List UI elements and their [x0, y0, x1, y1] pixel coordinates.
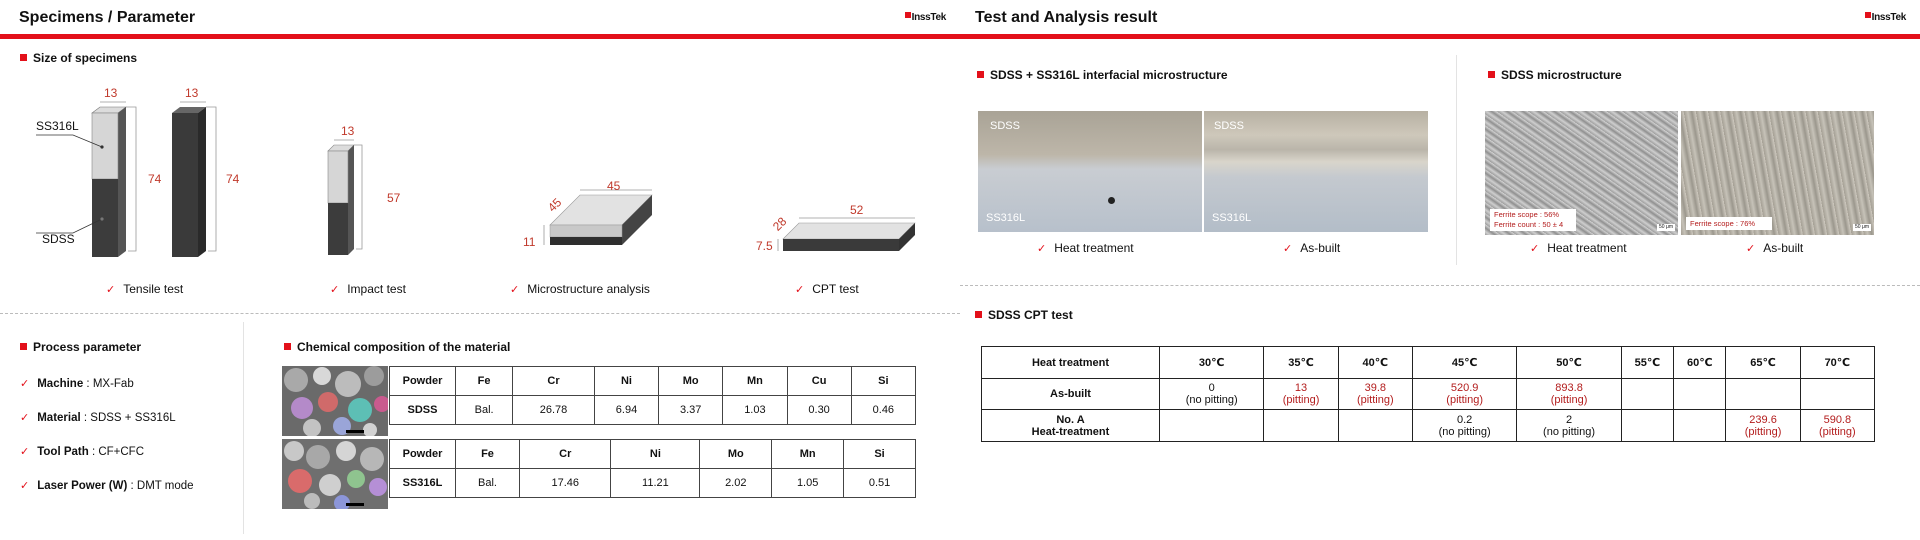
chem-cell: 11.21 [611, 469, 700, 498]
section-size-of-specimens: Size of specimens [20, 51, 137, 65]
label-sdss: SDSS [42, 232, 75, 246]
chem-cell: 26.78 [513, 396, 595, 425]
chem-header-cell: Ni [611, 440, 700, 469]
process-material: ✓ Material : SDSS + SS316L [20, 412, 176, 424]
cpt-cell [1726, 379, 1800, 410]
cpt-cell [1674, 379, 1726, 410]
cpt-header-cell: Heat treatment [982, 347, 1160, 379]
chem-cell: 17.46 [520, 469, 611, 498]
section-process-parameter: Process parameter [20, 340, 141, 354]
caption-heat-treatment: ✓ Heat treatment [1530, 241, 1627, 255]
cpt-row-no-a [982, 410, 1875, 442]
cpt-cell: 39.8 (pitting) [1338, 379, 1412, 410]
chem-cell: Bal. [456, 469, 520, 498]
chem-header-cell: Si [851, 367, 915, 396]
header-red-bar [960, 34, 1920, 39]
chem-table-sdss [389, 366, 916, 425]
chem-header-cell: Powder [390, 440, 456, 469]
slide-title: Specimens / Parameter [19, 9, 196, 26]
chem-header-cell: Powder [390, 367, 456, 396]
cpt-row-label: As-built [982, 379, 1160, 410]
slide-title: Test and Analysis result [975, 9, 1158, 26]
slide-test-results [960, 0, 1920, 540]
chem-cell: 0.51 [844, 469, 916, 498]
chem-header-cell: Cr [520, 440, 611, 469]
chem-cell: SS316L [390, 469, 456, 498]
ss316l-powder-image [282, 439, 388, 509]
micro-depth: 45 [545, 195, 565, 215]
impact-width: 13 [341, 124, 355, 138]
tensile-height-1: 74 [148, 172, 162, 186]
image-label-sdss: SDSS [990, 120, 1020, 132]
cpt-header-cell: 35℃ [1264, 347, 1338, 379]
sdss-image-heat-treatment [1485, 111, 1678, 235]
chem-header-cell: Fe [456, 367, 513, 396]
chem-header-cell: Ni [594, 367, 658, 396]
insstek-logo: InssTek [1865, 12, 1906, 23]
process-machine: ✓ Machine : MX-Fab [20, 378, 134, 390]
cpt-cell: 0.2 (no pitting) [1412, 410, 1516, 442]
insstek-logo: InssTek [905, 12, 946, 23]
cpt-header-cell: 65℃ [1726, 347, 1800, 379]
cpt-row-label: No. A Heat-treatment [982, 410, 1160, 442]
slide-header [960, 0, 1920, 40]
micro-height: 11 [523, 235, 536, 249]
chem-cell: 0.46 [851, 396, 915, 425]
cpt-depth: 28 [770, 214, 790, 234]
chem-table-ss316l [389, 439, 916, 498]
chem-cell: 1.03 [723, 396, 787, 425]
pore-mark [1108, 197, 1115, 204]
caption-microstructure: ✓ Microstructure analysis [510, 282, 650, 296]
section-sdss-microstructure: SDSS microstructure [1488, 68, 1622, 82]
cpt-cell: 2 (no pitting) [1517, 410, 1621, 442]
chem-header-cell: Cr [513, 367, 595, 396]
slide-header [0, 0, 960, 40]
chem-cell: 2.02 [700, 469, 772, 498]
scale-bar: 50 μm [1659, 224, 1673, 230]
chem-cell: 1.05 [772, 469, 844, 498]
caption-as-built: ✓ As-built [1283, 241, 1341, 255]
chem-header-cell: Mo [659, 367, 723, 396]
sdss-powder-image [282, 366, 388, 436]
chem-cell: 0.30 [787, 396, 851, 425]
process-laser-power: ✓ Laser Power (W) : DMT mode [20, 480, 194, 492]
impact-specimen-drawing [320, 135, 380, 260]
ferrite-scope-text: Ferrite scope : 56% [1494, 210, 1560, 219]
section-chemical-composition: Chemical composition of the material [284, 340, 510, 354]
cpt-table [981, 346, 1875, 442]
label-ss316l: SS316L [36, 119, 79, 133]
cpt-cell: 520.9 (pitting) [1412, 379, 1516, 410]
cpt-cell: 590.8 (pitting) [1800, 410, 1874, 442]
cpt-cell [1160, 410, 1264, 442]
cpt-header-cell: 45℃ [1412, 347, 1516, 379]
microstructure-specimen-drawing [540, 185, 660, 260]
cpt-cell [1621, 379, 1673, 410]
chem-header-cell: Si [844, 440, 916, 469]
cpt-header-cell: 70℃ [1800, 347, 1874, 379]
caption-cpt: ✓ CPT test [795, 282, 859, 296]
cpt-cell [1338, 410, 1412, 442]
image-label-sdss: SDSS [1214, 120, 1244, 132]
chem-header-cell: Fe [456, 440, 520, 469]
divider-vertical [243, 322, 244, 534]
caption-impact: ✓ Impact test [330, 282, 406, 296]
cpt-cell [1621, 410, 1673, 442]
sdss-image-as-built [1681, 111, 1874, 235]
cpt-row-as-built [982, 379, 1875, 410]
scale-bar: 50 μm [1855, 224, 1869, 230]
cpt-cell: 893.8 (pitting) [1517, 379, 1621, 410]
tensile-height-2: 74 [226, 172, 240, 186]
cpt-cell [1800, 379, 1874, 410]
cpt-specimen-drawing [775, 215, 920, 260]
tensile-width-1: 13 [104, 86, 118, 100]
chem-header-cell: Cu [787, 367, 851, 396]
cpt-header-cell: 30℃ [1160, 347, 1264, 379]
header-red-bar [0, 34, 960, 39]
cpt-cell: 0 (no pitting) [1160, 379, 1264, 410]
section-interfacial-microstructure: SDSS + SS316L interfacial microstructure [977, 68, 1228, 82]
interface-image-as-built [1204, 111, 1428, 232]
cpt-height: 7.5 [756, 239, 773, 253]
cpt-cell: 239.6 (pitting) [1726, 410, 1800, 442]
cpt-cell: 13 (pitting) [1264, 379, 1338, 410]
cpt-header-cell: 40℃ [1338, 347, 1412, 379]
chem-header-cell: Mn [772, 440, 844, 469]
chem-cell: Bal. [456, 396, 513, 425]
chem-cell: 6.94 [594, 396, 658, 425]
ferrite-count-text: Ferrite count : 50 ± 4 [1494, 220, 1564, 229]
cpt-length: 52 [850, 203, 864, 217]
chem-cell: 3.37 [659, 396, 723, 425]
cpt-cell [1674, 410, 1726, 442]
tensile-width-2: 13 [185, 86, 199, 100]
chem-cell: SDSS [390, 396, 456, 425]
ferrite-info-box: Ferrite scope : 76% [1686, 217, 1772, 230]
cpt-header-cell: 60℃ [1674, 347, 1726, 379]
divider-vertical [1456, 55, 1457, 265]
cpt-header-cell: 55℃ [1621, 347, 1673, 379]
image-label-ss316l: SS316L [986, 212, 1026, 224]
cpt-header-cell: 50℃ [1517, 347, 1621, 379]
cpt-cell [1264, 410, 1338, 442]
micro-length: 45 [607, 179, 621, 193]
divider-dashed [0, 313, 960, 314]
section-sdss-cpt-test: SDSS CPT test [975, 308, 1073, 322]
divider-dashed [960, 285, 1920, 286]
interface-image-heat-treatment [978, 111, 1202, 232]
caption-as-built: ✓ As-built [1746, 241, 1804, 255]
caption-tensile: ✓ Tensile test [106, 282, 184, 296]
chem-header-cell: Mo [700, 440, 772, 469]
process-toolpath: ✓ Tool Path : CF+CFC [20, 446, 145, 458]
chem-header-cell: Mn [723, 367, 787, 396]
caption-heat-treatment: ✓ Heat treatment [1037, 241, 1134, 255]
ferrite-info-box [1490, 209, 1576, 231]
impact-height: 57 [387, 191, 401, 205]
image-label-ss316l: SS316L [1212, 212, 1252, 224]
